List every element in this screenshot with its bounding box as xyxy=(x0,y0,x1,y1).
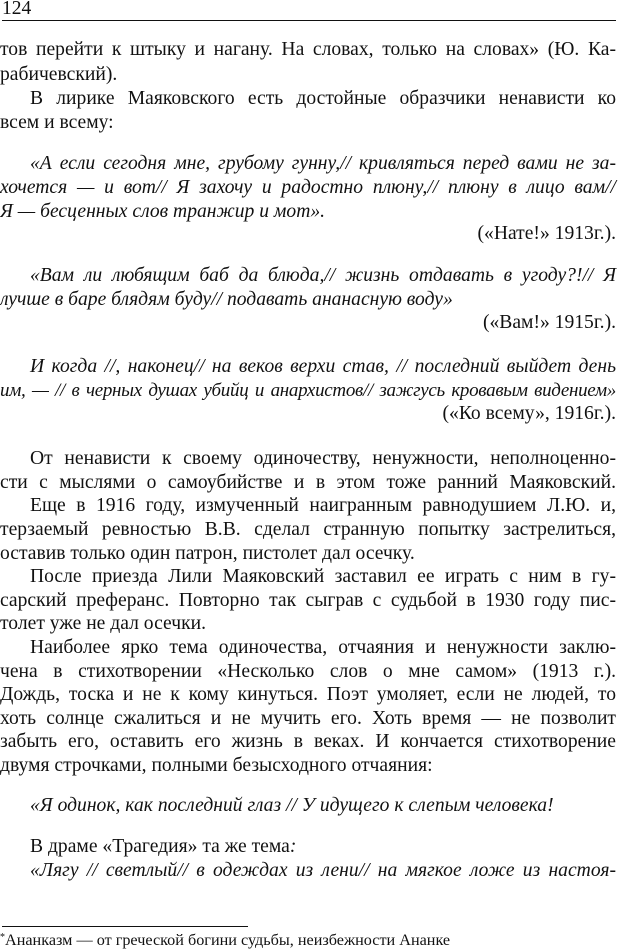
text-line: двумя строчками, полными безысходного отчаяния: xyxy=(0,755,433,776)
quote-source: («Вам!» 1915г.). xyxy=(482,312,616,333)
text-line: тов перейти к штыку и нагану. На словах, только на словах» (Ю. Ка- xyxy=(0,39,616,60)
quote-line: «Я одинок, как последний глаз // У идущего к слепым человека! xyxy=(30,795,554,816)
page-number: 124 xyxy=(2,0,32,19)
text-line: толет уже не дал осечки. xyxy=(0,613,206,634)
page-header xyxy=(2,0,616,21)
quote-line: «Лягу // светлый// в одеждах из лени// на мягкое ложе из настоя- xyxy=(30,860,616,881)
text-line: сти с мыслями о самоубийстве и в этом тоже ранний Маяковский. xyxy=(0,472,616,493)
text-line: хоть солнце сжалиться и не мучить его. Хоть время — не позволит xyxy=(0,708,616,729)
quote-line: хочется — и вот// Я захочу и радостно плюну,// плюну в лицо вам// xyxy=(0,177,616,198)
quote-line: «Вам ли любящим баб да блюда,// жизнь отдавать в угоду?!// Я xyxy=(30,265,616,286)
footnote-rule xyxy=(2,926,248,927)
text-line: В лирике Маяковского есть достойные образчики ненависти ко xyxy=(30,88,616,109)
quote-line: им, — // в черных душах убийц и анархистов// зажгусь кровавым видением» xyxy=(0,380,616,401)
text-line: забыть его, оставить его жизнь в веках. И кончается стихотворение xyxy=(0,731,616,752)
text-line: терзаемый ревностью В.В. сделал странную попытку застрелиться, xyxy=(0,519,616,540)
footnote-text: Ананказм — от греческой богини судьбы, неизбежности Ананке xyxy=(5,931,451,949)
text-line: Дождь, тоска и не к кому кинуться. Поэт умоляет, если не людей, то xyxy=(0,684,616,705)
text-line: Наиболее ярко тема одиночества, отчаяния и ненужности заклю- xyxy=(30,637,616,658)
text-line: чена в стихотворении «Несколько слов о мне самом» (1913 г.). xyxy=(0,661,616,682)
text-line xyxy=(0,835,616,859)
quote-source: («Нате!» 1913г.). xyxy=(477,223,616,244)
text-line: рабичевский). xyxy=(0,64,118,85)
text-line: Еще в 1916 году, измученный наигранным равнодушием Л.Ю. и, xyxy=(30,495,616,516)
text-line: оставив только один патрон, пистолет дал осечку. xyxy=(0,543,415,564)
text-line: всем и всему: xyxy=(0,112,114,133)
footnote-mark: * xyxy=(0,932,5,943)
footnote xyxy=(0,928,450,950)
text-line: сарский преферанс. Повторно так сыграв с судьбой в 1930 году пис- xyxy=(0,590,616,611)
quote-line: «А если сегодня мне, грубому гунну,// кривляться перед вами не за- xyxy=(30,153,616,174)
italic-colon: : xyxy=(289,836,297,857)
text-line: После приезда Лили Маяковский заставил ее играть с ним в гу- xyxy=(30,566,616,587)
quote-source: («Ко всему», 1916г.). xyxy=(442,403,616,424)
quote-line: Я — бесценных слов транжир и мот». xyxy=(0,201,326,222)
text-fragment: В драме «Трагедия» та же тема xyxy=(30,836,290,857)
text-line: От ненависти к своему одиночеству, ненужности, неполноценно- xyxy=(30,448,616,469)
quote-line: лучше в баре блядям буду// подавать ананасную воду» xyxy=(0,289,453,310)
quote-line: И когда //, наконец// на веков верхи став, // последний выйдет день xyxy=(30,356,616,377)
